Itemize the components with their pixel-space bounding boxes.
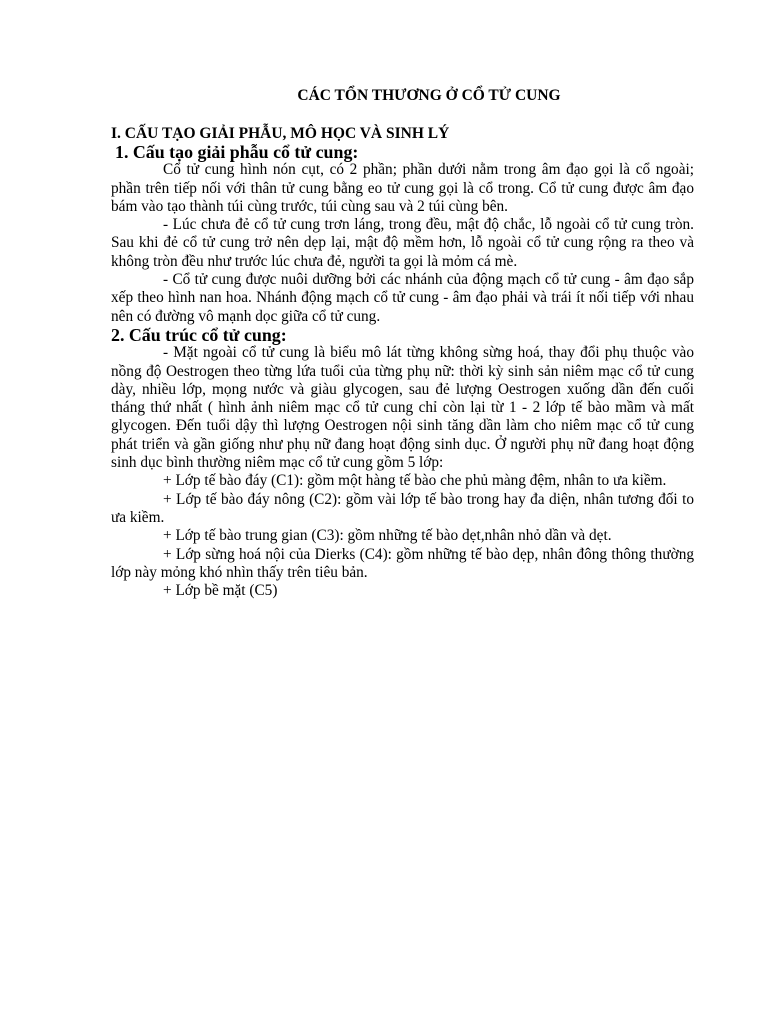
- subsection-heading-anatomy: 1. Cấu tạo giải phẫu cổ tử cung:: [115, 142, 359, 162]
- paragraph: - Lúc chưa đẻ cổ tử cung trơn láng, trong đều, mật độ chắc, lỗ ngoài cổ tử cung tròn. Sau khi đẻ cổ tử cung trở nên dẹp lại, mật độ mềm hơn, lỗ ngoài cổ tử cung rộng ra theo và không tròn đều như trước lúc chưa đẻ, người ta gọi là mỏm cá mè.: [111, 216, 694, 270]
- paragraph: Cổ tử cung hình nón cụt, có 2 phần; phần dưới nằm trong âm đạo gọi là cổ ngoài; phần trên tiếp nối với thân tử cung bằng eo tử cung gọi là cổ trong. Cổ tử cung được âm đạo bám vào tạo thành túi cùng trước, túi cùng sau và 2 túi cùng bên.: [111, 161, 694, 215]
- list-item-layer-c4: + Lớp sừng hoá nội của Dierks (C4): gồm những tế bào dẹp, nhân đông thông thường lớp này mỏng khó nhìn thấy trên tiêu bản.: [111, 545, 694, 581]
- list-item-layer-c3: + Lớp tế bào trung gian (C3): gồm những tế bào dẹt,nhân nhỏ dần và dẹt.: [163, 527, 612, 545]
- list-item-layer-c1: + Lớp tế bào đáy (C1): gồm một hàng tế bào che phủ màng đệm, nhân to ưa kiềm.: [163, 472, 667, 490]
- list-item-layer-c2: + Lớp tế bào đáy nông (C2): gồm vài lớp tế bào trong hay đa diện, nhân tương đối to ưa kiềm.: [111, 490, 694, 526]
- document-body: [111, 124, 694, 600]
- paragraph: - Cổ tử cung được nuôi dưỡng bởi các nhánh của động mạch cổ tử cung - âm đạo sắp xếp theo hình nan hoa. Nhánh động mạch cổ tử cung - âm đạo phải và trái ít nối tiếp với nhau nên có đường vô mạnh dọc giữa cổ tử cung.: [111, 271, 694, 325]
- paragraph: - Mặt ngoài cổ tử cung là biểu mô lát từng không sừng hoá, thay đổi phụ thuộc vào nồng độ Oestrogen theo từng lứa tuổi của từng phụ nữ: thời kỳ sinh sản niêm mạc cổ tử cung dày, nhiều lớp, mọng nước và giàu glycogen, sau đẻ lượng Oestrogen xuống dần đến cuối tháng thứ nhất ( hình ảnh niêm mạc cổ tử cung chỉ còn lại từ 1 - 2 lớp tế bào mầm và mất glycogen. Đến tuổi dậy thì lượng Oestrogen nội sinh tăng dần làm cho niêm mạc cổ tử cung phát triển và gần giống như phụ nữ đang hoạt động sinh dục. Ở người phụ nữ đang hoạt động sinh dục bình thường niêm mạc cổ tử cung gồm 5 lớp:: [111, 344, 694, 472]
- subsection-heading-structure: 2. Cấu trúc cổ tử cung:: [111, 324, 287, 345]
- document-title: CÁC TỔN THƯƠNG Ở CỔ TỬ CUNG: [297, 87, 561, 104]
- list-item-layer-c5: + Lớp bề mặt (C5): [163, 582, 278, 600]
- section-heading: I. CẤU TẠO GIẢI PHẪU, MÔ HỌC VÀ SINH LÝ: [111, 125, 450, 142]
